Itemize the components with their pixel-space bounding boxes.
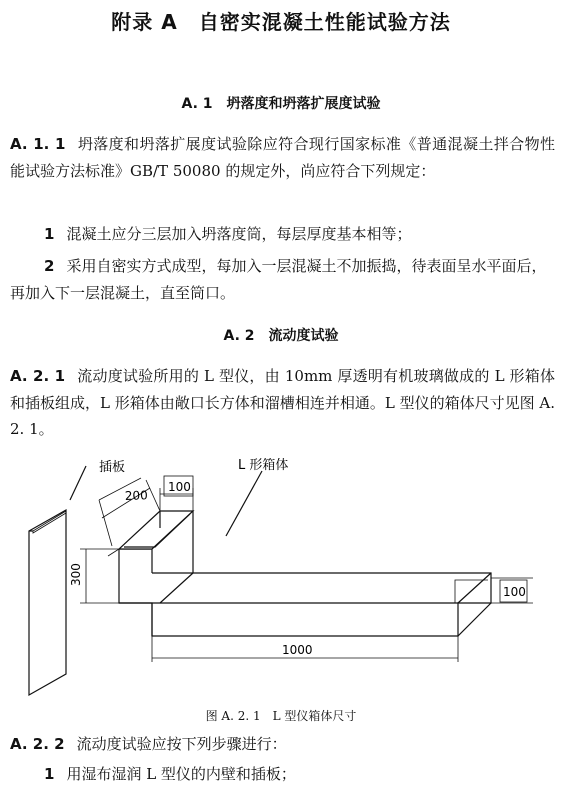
trough-outline bbox=[119, 578, 491, 636]
section-heading-a1: A. 1 坍落度和坍落扩展度试验 bbox=[181, 96, 381, 112]
item-text: 采用自密实方式成型，每加入一层混凝土不加振捣，待表面呈水平面后，再加入下一层混凝土，直至筒口。 bbox=[10, 257, 547, 302]
list-item bbox=[10, 253, 555, 306]
appendix-title: 附录 A 自密实混凝土性能试验方法 bbox=[111, 10, 451, 34]
clause-a1-1 bbox=[10, 131, 555, 184]
dimension-200: 200 bbox=[124, 488, 148, 503]
item-text: 用湿布湿润 L 型仪的内壁和插板； bbox=[66, 765, 296, 783]
box-leader-line bbox=[226, 471, 262, 536]
dimension-100-top: 100 bbox=[168, 480, 191, 494]
plate-label: 插板 bbox=[99, 460, 126, 475]
dimension-1000: 1000 bbox=[282, 643, 313, 657]
clause-a2-1 bbox=[10, 363, 555, 443]
figure-caption: 图 A. 2. 1 L 型仪箱体尺寸 bbox=[205, 709, 357, 723]
box-label: L 形箱体 bbox=[238, 458, 289, 473]
clause-number: A. 2. 2 bbox=[10, 735, 65, 753]
clause-text: 流动度试验所用的 L 型仪，由 10mm 厚透明有机玻璃做成的 L 形箱体和插板组成，L 形箱体由敞口长方体和溜槽相连并相通。L 型仪的箱体尺寸见图 A. 2. 1。 bbox=[10, 367, 555, 438]
clause-number: A. 1. 1 bbox=[10, 135, 66, 153]
item-number: 1 bbox=[44, 225, 55, 243]
item-number: 2 bbox=[44, 257, 55, 275]
clause-a2-2 bbox=[10, 731, 555, 758]
item-number: 1 bbox=[44, 765, 55, 783]
plate-leader-line bbox=[70, 466, 86, 500]
l-box-figure bbox=[0, 458, 562, 708]
list-item bbox=[10, 761, 555, 788]
list-item bbox=[10, 221, 555, 248]
dimension-300: 300 bbox=[69, 563, 83, 586]
box-outline bbox=[119, 549, 152, 603]
clause-text: 流动度试验应按下列步骤进行： bbox=[76, 735, 287, 753]
clause-number: A. 2. 1 bbox=[10, 367, 66, 385]
section-heading-a2: A. 2 流动度试验 bbox=[223, 328, 339, 344]
dimension-100-right: 100 bbox=[503, 585, 526, 599]
clause-text: 坍落度和坍落扩展度试验除应符合现行国家标准《普通混凝土拌合物性能试验方法标准》GB/T 50080 的规定外，尚应符合下列规定： bbox=[10, 135, 555, 180]
insert-plate bbox=[29, 510, 66, 695]
item-text: 混凝土应分三层加入坍落度筒，每层厚度基本相等； bbox=[66, 225, 412, 243]
